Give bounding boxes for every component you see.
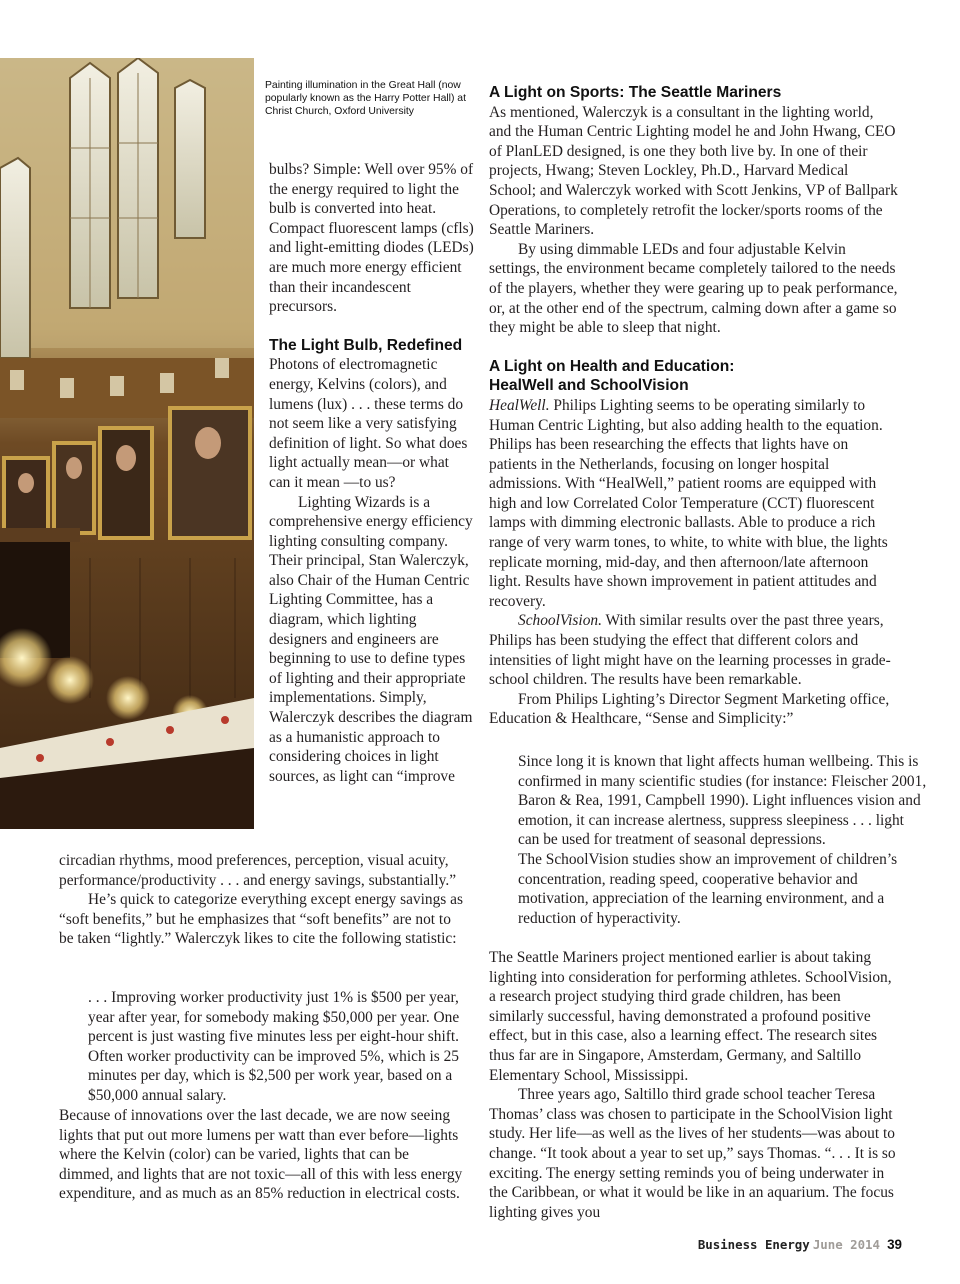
issue-date: June 2014 — [812, 1237, 880, 1252]
philips-quote — [489, 752, 928, 928]
healwell-paragraph — [489, 396, 899, 612]
paragraph: circadian rhythms, mood preferences, perception, visual acuity, performance/productivity . . . and energy savings, substantially.” — [59, 852, 457, 889]
philips-intro: From Philips Lighting’s Director Segment Marketing office, Education & Healthcare, “Sense and Simplicity:” — [489, 690, 890, 728]
page-number: 39 — [887, 1237, 902, 1252]
left-closing-paragraph: Because of innovations over the last decade, we are now seeing lights that put out more lumens per watt than ever before—lights where the Kelvin (color) can be varied, lights that can be dimmed, and lights that are not toxic—all of this with less energy expenditure, and as much as an 85% reduction in electrical costs. — [59, 1107, 463, 1203]
paragraph: Photons of electromagnetic energy, Kelvins (colors), and lumens (lux) . . . these terms do not seem like a very satisfying definition of light. So what does light actually mean—or what can it mean —to us? — [269, 356, 468, 491]
heading-sports: A Light on Sports: The Seattle Mariners — [489, 84, 782, 101]
paragraph: The Seattle Mariners project mentioned earlier is about taking lighting into consideration for performing athletes. SchoolVision, a research project studying third grade children, has been similarly successful, having demonstrated a profound positive effect, but in this case, also a learning effect. The research sites thus far are in Singapore, Amsterdam, Germany, and Saltillo Elementary School, Mississippi. — [489, 949, 892, 1084]
paragraph: By using dimmable LEDs and four adjustable Kelvin settings, the environment became completely tailored to the needs of the players, whether they were gearing up to peak performance, or, at the other end of the spectrum, calming down after a game so they might be able to sleep that night. — [489, 240, 898, 337]
left-continuation — [59, 851, 464, 949]
schoolvision-text: With similar results over the past three years, Philips has been studying the effect that different colors and intensities of light might have on the learning processes in grade-school children. The results have been remarkable. — [489, 612, 891, 689]
productivity-quote: . . . Improving worker productivity just 1% is $500 per year, year after year, for somebody making $50,000 per year. One percent is just wasting five minutes less per eight-hour shift. Often worker productivity can be improved 5%, which is 25 minutes per day, which is $2,500 per work year, based on a $50,000 annual salary. — [88, 989, 460, 1104]
paragraph: Three years ago, Saltillo third grade school teacher Teresa Thomas’ class was chosen to participate in the SchoolVision light study. Her life—as well as the lives of her students—was about to change. “It took about a year to set up,” says Thomas. “. . . It is so exciting. The energy setting reminds you of being underwater in the Caribbean, or what it would be like in an aquarium. The focus lighting gives you — [489, 1086, 896, 1221]
magazine-name: Business Energy — [697, 1237, 810, 1252]
right-column — [489, 83, 899, 729]
quote-paragraph: The SchoolVision studies show an improvement of children’s concentration, reading speed, cooperative behavior and motivation, appreciation of the learning environment, and a reduction of hyperactivity. — [518, 850, 898, 927]
photo-caption: Painting illumination in the Great Hall (now popularly known as the Harry Potter Hall) at Christ Church, Oxford University — [265, 80, 466, 118]
page-footer — [698, 1237, 902, 1253]
paragraph: Lighting Wizards is a comprehensive energy efficiency lighting consulting company. Their principal, Stan Walerczyk, also Chair of the Human Centric Lighting Committee, has a diagram, which lighting designers and engineers are beginning to use to define types of lighting and their appropriate implementations. Simply, Walerczyk describes the diagram as a humanistic approach to considering choices in light sources, as light can “improve — [269, 493, 473, 785]
paragraph: As mentioned, Walerczyk is a consultant in the lighting world, and the Human Centric Lighting model he and John Hwang, CEO of PlanLED designed, is one they both live by. In one of their projects, Hwang; Steven Lockley, Ph.D., Harvard Medical School; and Walerczyk worked with Scott Jenkins, VP of Ballpark Operations, to completely retrofit the locker/sports rooms of the Seattle Mariners. — [489, 103, 898, 239]
quote-paragraph: Since long it is known that light affects human wellbeing. This is confirmed in many scientific studies (for instance: Fleischer 2001, Baron & Rea, 1991, Campbell 1990). Light influences vision and emotion, it can increase alertness, suppress sleepiness . . . light can be used for treatment of seasonal depressions. — [518, 753, 927, 849]
heading-health-line2: HealWell and SchoolVision — [489, 377, 689, 395]
healwell-label: HealWell. — [489, 396, 550, 414]
middle-column — [269, 160, 474, 786]
heading-health-line1: A Light on Health and Education: — [489, 357, 735, 375]
great-hall-photo — [0, 58, 254, 829]
healwell-text: Philips Lighting seems to be operating similarly to Human Centric Lighting, but also adding health to the equation. Philips has been researching the effects that lights have on patients in the Netherlands, focusing on longer hospital admissions. With “HealWell,” patient rooms are equipped with high and low Correlated Color Temperature (CCT) fluorescent lamps with dimming electronic ballasts. Able to produce a rich range of very warm tones, to white, to white with blue, the lights replicate morning, mid-day, and then afternoon/late afternoon light. Results have shown improvement in patient attitudes and recovery. — [489, 396, 888, 610]
paragraph: He’s quick to categorize everything except energy savings as “soft benefits,” but he emphasizes that “soft benefits” are not to be taken “lightly.” Walerczyk likes to cite the following statistic: — [59, 891, 463, 948]
intro-paragraph: bulbs? Simple: Well over 95% of the energy required to light the bulb is converted into heat. Compact fluorescent lamps (cfls) and light-emitting diodes (LEDs) are much more energy efficient than their incandescent precursors. — [269, 161, 474, 316]
schoolvision-label: SchoolVision. — [518, 612, 602, 630]
right-closing — [489, 948, 899, 1222]
heading-light-bulb: The Light Bulb, Redefined — [269, 336, 463, 354]
heading-health — [489, 357, 899, 396]
schoolvision-paragraph — [489, 611, 899, 689]
